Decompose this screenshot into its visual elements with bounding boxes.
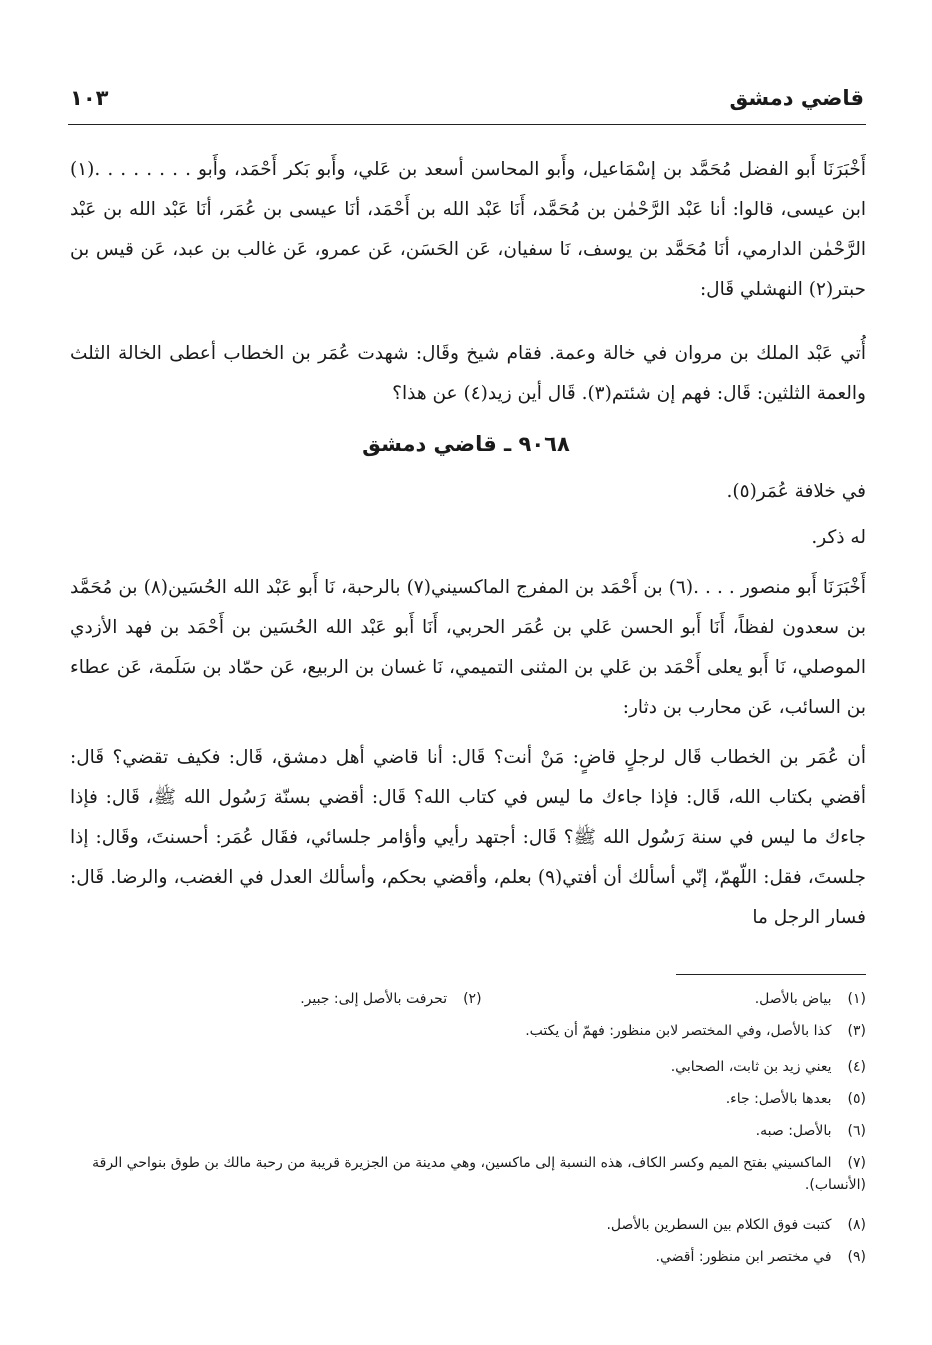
footnote-number: (٩) [847,1249,866,1265]
footnote-row [70,1152,866,1196]
footnote-row [70,1246,866,1268]
footnote-row [70,1088,866,1110]
paragraph-isnad-2: أَخْبَرَنَا أَبو منصور . . . .(٦) بن أَحْمَد بن المفرج الماكسيني(٧) بالرحبة، نَا أَبو عَبْد الله الحُسَين(٨) بن مُحَمَّد بن سعدون لفظاً، أَنَا أَبو الحسن عَلي بن عُمَر الحربي، أَنَا أَبو عَبْد الله الحُسَين بن أَحْمَد بن فهد الأزدي الموصلي، نَا أَبو يعلى أَحْمَد بن عَلي بن المثنى التميمي، نَا غسان بن الربيع، عَن حمّاد بن سَلَمة، عَن عطاء بن السائب، عَن محارب بن دثار: [70,577,866,718]
footnote-number: (٣) [847,1023,866,1039]
running-header-title: قاضي دمشق [729,86,864,110]
header-divider [68,124,866,125]
footnote-number: (٦) [847,1123,866,1139]
page-number: ١٠٣ [70,86,109,110]
footnote-row [70,988,866,1010]
footnote-number: (٧) [847,1155,866,1171]
entry-heading: ٩٠٦٨ ـ قاضي دمشق [362,432,570,456]
footnote-row [70,1120,866,1142]
paragraph-narration-2: أن عُمَر بن الخطاب قَال لرجلٍ قاضٍ: مَنْ أنت؟ قَال: أنا قاضي أهل دمشق، قَال: فكيف تقضي؟ قَال: أقضي بكتاب الله، قَال: فإذا جاءك ما ليس في كتاب الله؟ قَال: أقضي بسنّة رَسُول الله ﷺ، قَال: فإذا جاءك ما ليس في سنة رَسُول الله ﷺ؟ قَال: أجتهد رأيي وأؤامر جلسائي، فقَال عُمَر: أحسنتَ، وقَال: إذا جلستَ، فقل: اللّهمّ، إنّي أسألك أن أفتي(٩) بعلم، وأقضي بحكم، وأسألك العدل في الغضب، والرضا. قَال: فسار الرجل ما [70,747,866,928]
footnote-text: بالأصل: صبه. [755,1123,832,1139]
footnote-number: (٥) [847,1091,866,1107]
footnote-text: بعدها بالأصل: جاء. [725,1091,832,1107]
footnote-text: كتبت فوق الكلام بين السطرين بالأصل. [606,1217,832,1233]
footnote-row [70,1020,866,1042]
footnote-number: (٨) [847,1217,866,1233]
paragraph-isnad-1: أَخْبَرَنَا أَبو الفضل مُحَمَّد بن إسْمَاعيل، وأَبو المحاسن أسعد بن عَلي، وأَبو بَكر أَحْمَد، وأَبو . . . . . . . .(١) ابن عيسى، قالوا: أنا عَبْد الرَّحْمٰن بن مُحَمَّد، أَنَا عَبْد الله بن أَحْمَد، أنَا عيسى بن عُمَر، أنَا عَبْد الله بن عَبْد الرَّحْمٰن الدارمي، أنَا مُحَمَّد بن يوسف، نَا سفيان، عَن الحَسَن، عَن عمرو، عَن غالب بن عبد، عَن قيس بن حبتر(٢) النهشلي قَال: [70,159,866,300]
footnote-row [70,1214,866,1236]
footnote-row [70,1056,866,1078]
footnote-number: (٢) [463,991,482,1007]
footnote-text: بياض بالأصل. [754,991,832,1007]
footnote-number: (٤) [847,1059,866,1075]
paragraph-mention: له ذكر. [811,527,866,548]
paragraph-narration-1: أُتي عَبْد الملك بن مروان في خالة وعمة. فقام شيخ وقَال: شهدت عُمَر بن الخطاب أعطى الخالة الثلث والعمة الثلثين: قَال: فهم إن شئتم(٣). قَال أين زيد(٤) عن هذا؟ [70,343,866,404]
footnote-text: في مختصر ابن منظور: أقضي. [655,1249,832,1265]
footnote-text: الماكسيني بفتح الميم وكسر الكاف، هذه النسبة إلى ماكسين، وهي مدينة من الجزيرة قريبة من رحبة مالك بن طوق بنواحي الرقة (الأنساب). [92,1155,866,1193]
footnote-number: (١) [847,991,866,1007]
paragraph-entry-note: في خلافة عُمَر(٥). [726,481,866,502]
footnote-divider [676,974,866,975]
footnote-text: كذا بالأصل، وفي المختصر لابن منظور: فهمّ أن يكتب. [525,1023,832,1039]
footnote-text: تحرفت بالأصل إلى: جبير. [300,991,448,1007]
footnote-text: يعني زيد بن ثابت، الصحابي. [670,1059,832,1075]
